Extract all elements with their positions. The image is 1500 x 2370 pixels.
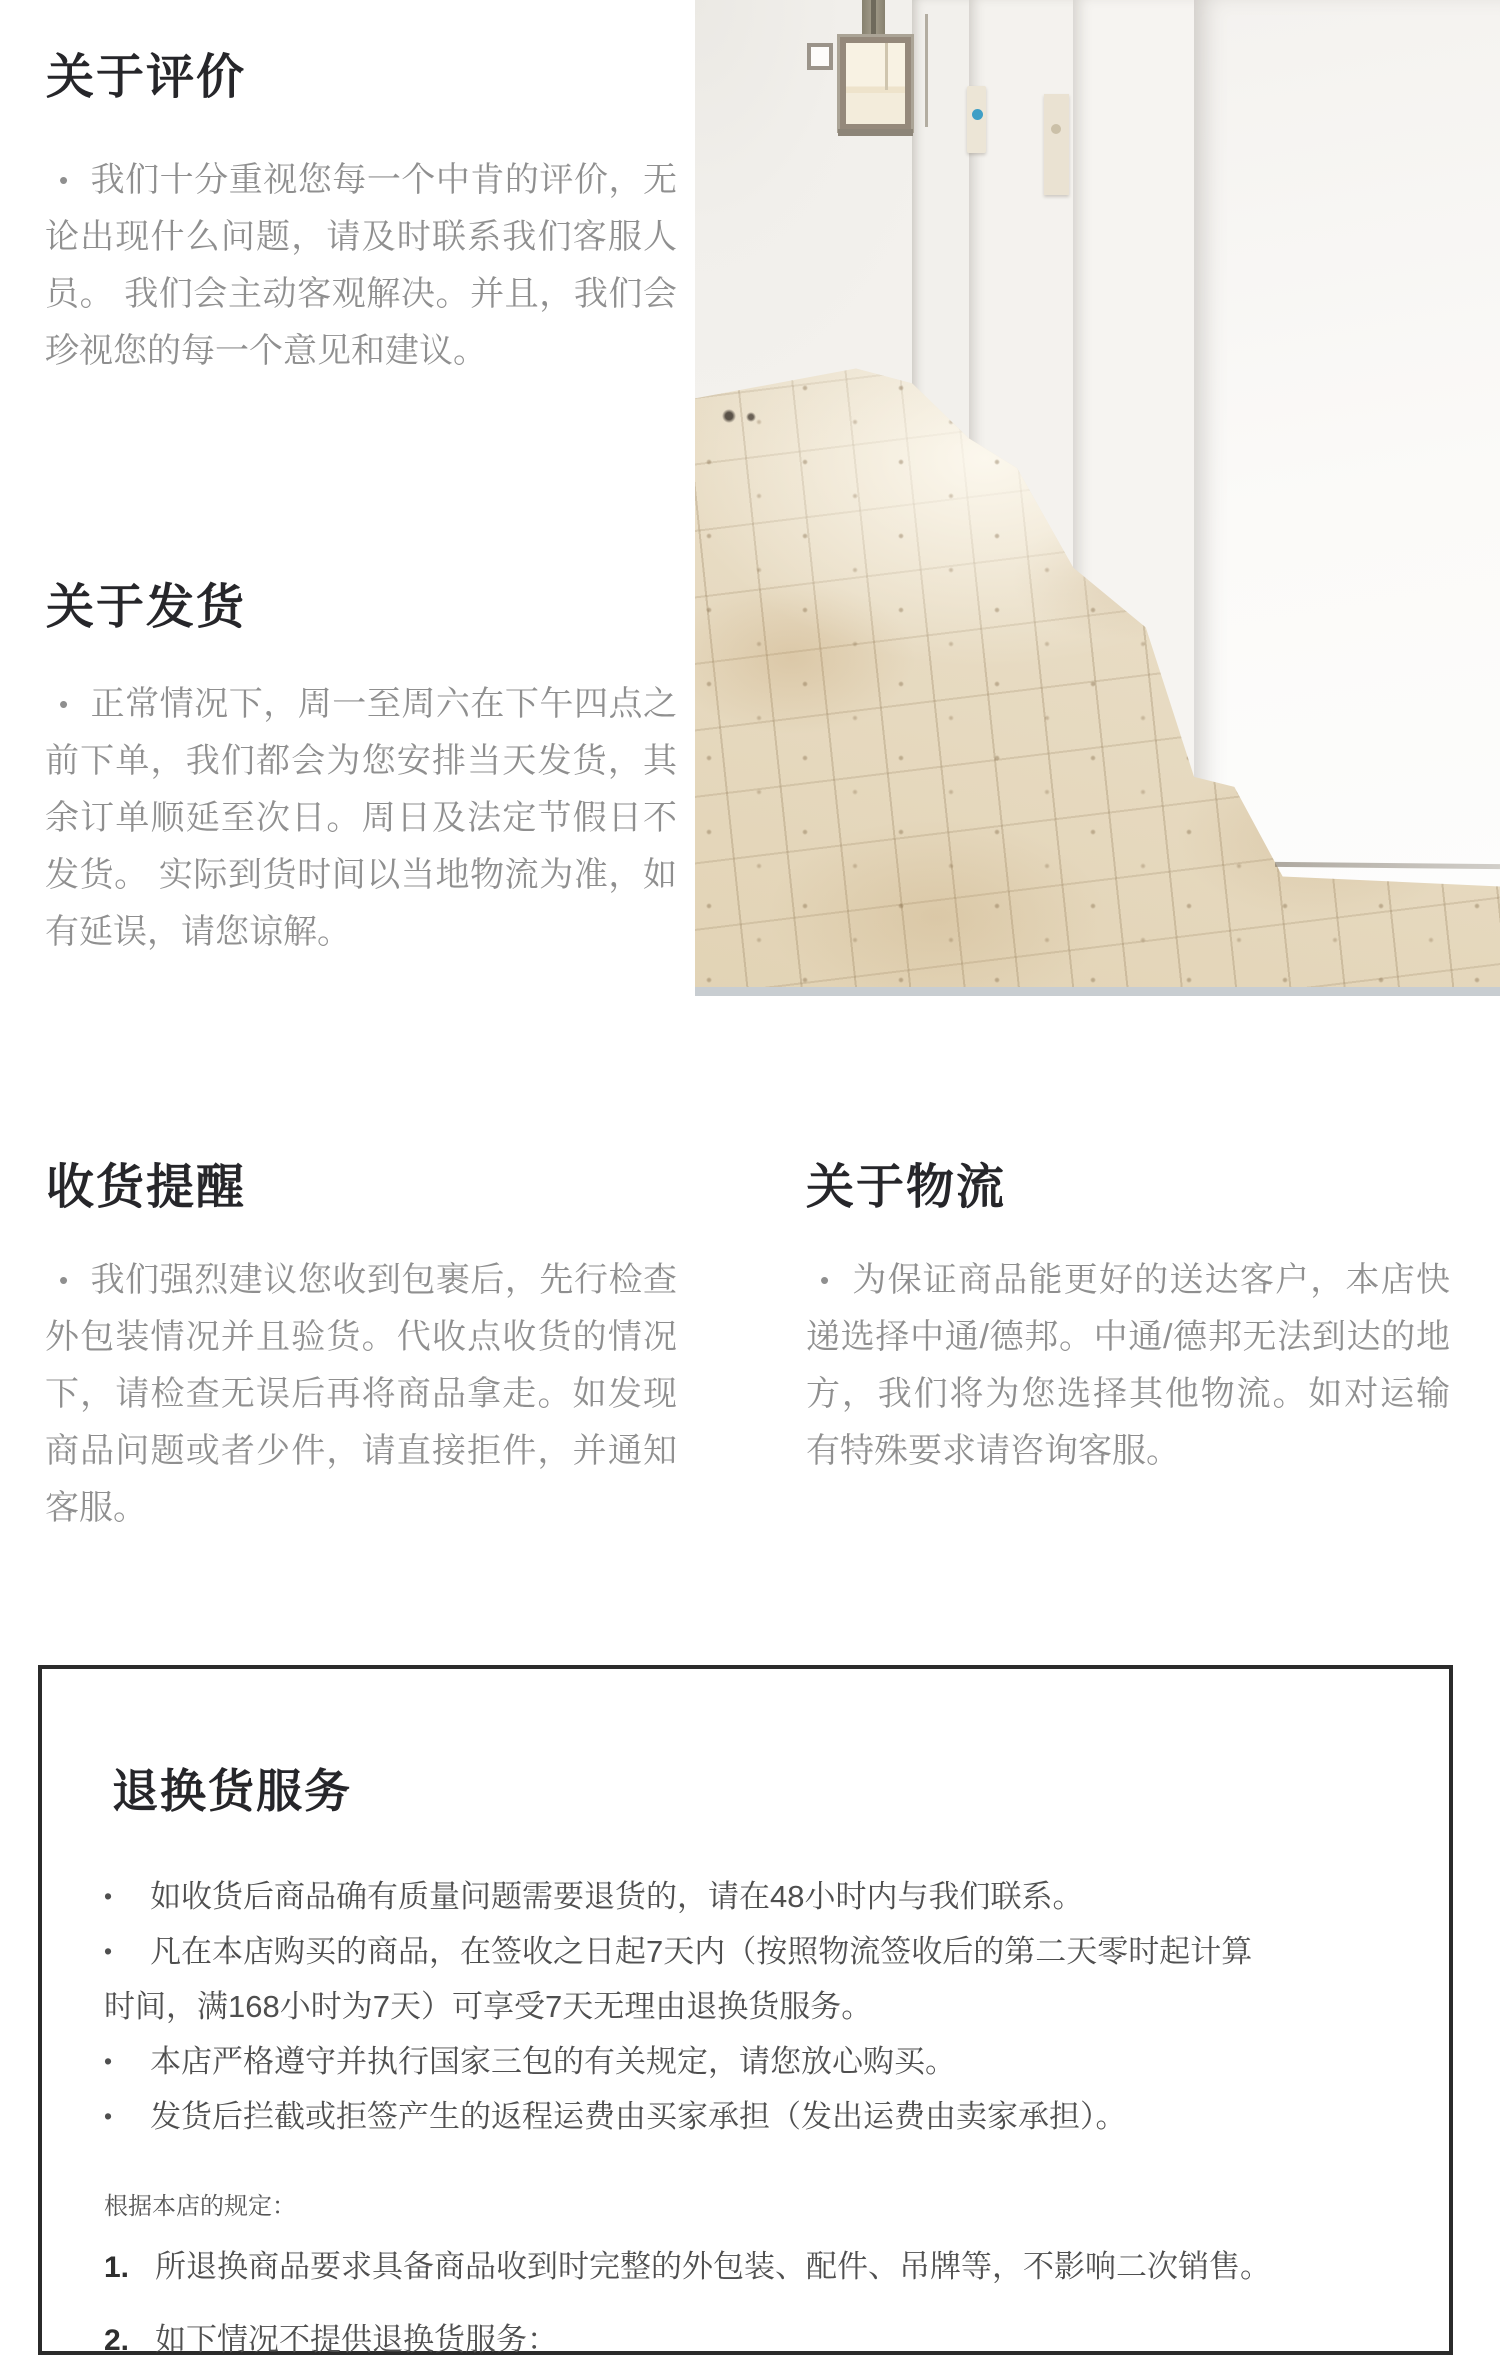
section-title-logistics: 关于物流 [806,1161,1007,1214]
returns-bullet-4-text: 发货后拦截或拒签产生的返程运费由买家承担（发出运费由卖家承担）。 [150,2099,1127,2134]
corridor-door [840,37,911,131]
policy-item-1 [104,2238,1279,2297]
returns-bullet-1 [104,1869,1279,1924]
section-body-logistics [806,1252,1450,1480]
bullet-dot: • [59,689,69,719]
section-body-reviews-text: 我们十分重视您每一个中肯的评价，无论出现什么问题，请及时联系我们客服人员。 我们会主动客观解决。并且，我们会珍视您的每一个意见和建议。 [45,161,677,370]
floor-debris-specks [719,408,763,424]
corridor-near-wall [1194,0,1500,906]
returns-policy-box [38,1665,1453,2355]
section-title-shipping: 关于发货 [46,581,247,634]
photo-bottom-strip [695,987,1500,996]
bullet-dot: • [104,1938,113,1964]
returns-bullet-4 [104,2089,1279,2144]
returns-bullet-3-text: 本店严格遵守并执行国家三包的有关规定，请您放心购买。 [150,2044,957,2079]
section-body-logistics-text: 为保证商品能更好的送达客户，本店快递选择中通/德邦。中通/德邦无法到达的地方，我们将为您选择其他物流。如对运输有特殊要求请咨询客服。 [806,1261,1450,1470]
wall-sign [807,43,834,70]
section-body-shipping [45,676,677,961]
policy-item-1-number: 1. [104,2251,130,2284]
returns-bullet-2-text: 凡在本店购买的商品，在签收之日起7天内（按照物流签收后的第二天零时起计算时间，满168小时为7天）可享受7天无理由退换货服务。 [104,1934,1253,2024]
bullet-dot: • [820,1265,830,1295]
returns-bullet-1-text: 如收货后商品确有质量问题需要退货的，请在48小时内与我们联系。 [150,1879,1084,1914]
section-body-receiving [45,1252,677,1537]
returns-box-title: 退换货服务 [112,1765,352,1817]
corridor-floor-photo [695,0,1500,996]
wall-conduit [925,14,928,128]
bullet-dot: • [104,2048,113,2074]
door-hoist-bracket [862,0,885,39]
bullet-dot: • [104,1883,113,1909]
wall-switch-plate-1 [967,86,986,154]
policy-item-2 [104,2311,1279,2370]
bullet-dot: • [59,1265,69,1295]
section-title-receiving: 收货提醒 [46,1161,247,1214]
section-body-reviews [45,152,677,380]
wall-switch-plate-2 [1044,94,1068,196]
bullet-dot: • [104,2103,113,2129]
policy-item-2-text: 如下情况不提供退换货服务： [155,2322,559,2357]
returns-box-body [42,1869,1449,2370]
returns-bullet-3 [104,2034,1279,2089]
section-body-receiving-text: 我们强烈建议您收到包裹后，先行检查外包装情况并且验货。代收点收货的情况下，请检查无误后再将商品拿走。如发现商品问题或者少件，请直接拒件，并通知客服。 [45,1261,677,1527]
policy-item-1-text: 所退换商品要求具备商品收到时完整的外包装、配件、吊牌等，不影响二次销售。 [155,2249,1272,2284]
store-policy-heading: 根据本店的规定： [104,2193,296,2220]
policy-item-2-number: 2. [104,2324,130,2357]
section-body-shipping-text: 正常情况下，周一至周六在下午四点之前下单，我们都会为您安排当天发货，其余订单顺延至次日。周日及法定节假日不发货。 实际到货时间以当地物流为准，如有延误，请您谅解。 [45,685,677,951]
bullet-dot: • [59,165,69,195]
section-title-reviews: 关于评价 [46,51,247,104]
returns-bullet-2 [104,1924,1279,2034]
